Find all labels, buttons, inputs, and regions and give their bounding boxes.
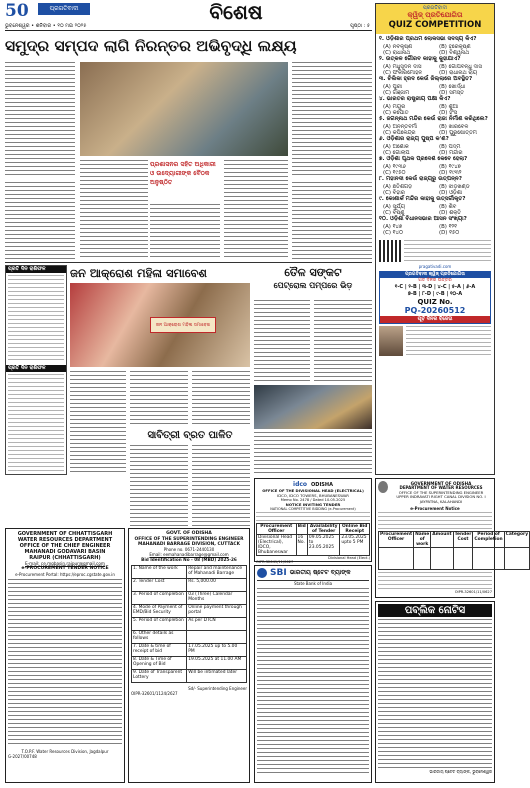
fuel-headline: ତୈଳ ସଙ୍କଟ [284, 266, 342, 279]
idco-title-1: OFFICE OF THE DIVISIONAL HEAD (ELECTRICAL) [262, 488, 364, 493]
quiz-option: (C) ୧୯୫୦ [383, 169, 406, 176]
quiz-question-text: ୯. କୋଣାର୍କ ମନ୍ଦିର କାହାକୁ ଉତ୍ସର୍ଗୀକୃତ? [379, 196, 466, 202]
kl-col-3: Tender Cost [453, 531, 473, 547]
table-row [132, 669, 247, 682]
quiz-question-text: ୬. ଓଡ଼ିଶାର ରାଜ୍ୟ ପୁଷ୍ପ କ'ଣ? [379, 136, 449, 142]
cg-notice: e-PROCUREMENT TENDER NOTICE [21, 566, 109, 571]
kl-col-5: Category [504, 531, 529, 547]
quiz-option: (A) ନବକୃଷ୍ଣ [383, 43, 413, 50]
quiz-option: (D) ବିଶ୍ୱନାଥ [439, 49, 470, 56]
kl-footer: OIPR-32601/11/0627 [454, 589, 492, 594]
ct-row-value: Repair and maintenance of Mahanadi Barrage [187, 565, 247, 578]
ct-row-value: 03 (Three) Calendar Months [187, 591, 247, 604]
ct-row-value: 19.05.2025 at 11.00 AM [187, 656, 247, 669]
cg-email: E-mail: ce.mgbasin.raipur@gmail.com [25, 561, 105, 566]
lead-body-col2b [150, 204, 220, 260]
ct-row-key: 8. Date & Time of Opening of Bid [132, 656, 187, 669]
ct-row-value [187, 630, 247, 643]
lead-pullquote [150, 160, 220, 200]
quiz-option: (D) ଓଡ଼ିଶା [439, 189, 463, 196]
chhattisgarh-notice [5, 528, 125, 783]
idco-col-2: Availability of Tender [307, 524, 339, 535]
table-row [132, 617, 247, 630]
kalahandi-notice [375, 478, 529, 598]
quiz-no: PQ-20260512 [404, 306, 466, 315]
quiz-option: (D) ୧୫୦ [439, 229, 460, 236]
page-label: ପୃଷ୍ଠା : ୫ [350, 23, 370, 29]
quiz-question [379, 76, 491, 96]
dateline: ଭୁବନେଶ୍ୱର • ଶନିବାର • ୧୦ ମଇ ୨୦୨୫ [5, 23, 87, 29]
quiz-option: (B) ଶିବ [439, 203, 457, 210]
classified-header-1: ପ୍ରତି ଦିନ ରାଶିଫଳ [6, 266, 66, 273]
quiz-option: (C) ଗଞ୍ଜାମ [383, 89, 410, 96]
lead-body-col2c [224, 160, 288, 260]
ct-title-2: OFFICE OF THE SUPERINTENDING ENGINEER [134, 536, 244, 542]
anniversary-logo [5, 1, 39, 21]
kl-title-3: OFFICE OF THE SUPERINTENDING ENGINEER [398, 489, 484, 495]
quiz-question-text: ୭. ଓଡ଼ିଶା ପୃଥକ ପ୍ରଦେଶ କେବେ ହେଲା? [379, 156, 468, 162]
cuttack-notice [128, 528, 250, 783]
ct-footer: OIPR-32601/1124/2627 [131, 690, 178, 696]
quiz-banner [376, 4, 494, 34]
public-notice-body [378, 619, 492, 769]
quiz-option: (C) ବିହାର [383, 189, 405, 196]
quiz-answers-1: ୧-C | ୨-B | ୩-D | ୪-C | ୫-A | ୬-A [394, 284, 476, 290]
kl-table [378, 531, 530, 570]
quiz-questions [376, 34, 494, 238]
sbi-logo-text: SBI [270, 568, 287, 578]
quiz-question [379, 36, 491, 56]
classified-column [5, 265, 67, 475]
quiz-option: (B) ପଦ୍ମ [439, 143, 461, 150]
idco-col-1: Bid [296, 524, 307, 535]
idco-subnotice: NATIONAL COMPETITIVE BIDDING (e-Procurement) [270, 507, 356, 512]
lead-bottom-rule [5, 262, 372, 263]
quiz-option: (C) ରାଧାନାଥ [383, 49, 411, 56]
fuel-header [254, 265, 372, 297]
quiz-option: (A) ଅନନ୍ତବର୍ମା [383, 123, 418, 130]
quiz-question-text: ୫. ଜଗନ୍ନାଥ ମନ୍ଦିର କେଉଁ ରାଜା ନିର୍ମାଣ କରିଥିଲେ? [379, 116, 488, 122]
ct-table [131, 565, 247, 683]
fuel-body-1 [254, 300, 310, 382]
ct-row-key: 1. Name of the work [132, 565, 187, 578]
idco-footer: OIPR-32641/11/0627 [256, 560, 294, 565]
quiz-option: (B) ୧୯୪୭ [439, 163, 461, 170]
quiz-banner-title: QUIZ COMPETITION [388, 20, 482, 30]
ct-email: Email: eemahanadibarrage@gmail.com [149, 552, 229, 558]
lead-body-col2a [80, 160, 148, 260]
fuel-body-2 [314, 300, 372, 382]
quiz-question [379, 176, 491, 196]
odisha-logo: ODISHA [311, 481, 333, 488]
idco-cell-0: Divisional Head (Electrical), IDCO, Bhubaneswar [257, 535, 297, 556]
idco-notice-title: NOTICE INVITING TENDER [285, 501, 341, 507]
idco-title-2: IDCO, IDCO TOWERS, BHUBANESWAR [277, 492, 349, 498]
quiz-question [379, 136, 491, 156]
quiz-instructions [404, 240, 491, 262]
quiz-option: (A) ପୁରୀ [383, 83, 402, 90]
quiz-option: (D) ରାଧାନାଥ ରାୟ [439, 69, 478, 76]
logo-number: 50 [5, 1, 29, 21]
sbi-notice [254, 565, 372, 783]
quiz-option: (B) ଖାରବେଳ [439, 123, 469, 130]
quiz-banner-sub: କ୍ୱିଜ୍ ପ୍ରତିଯୋଗିତା [407, 11, 463, 19]
quiz-option: (B) ଖୋର୍ଦ୍ଧା [439, 83, 466, 90]
ct-row-key: 3. Period of completion [132, 591, 187, 604]
rally-body-3 [192, 371, 250, 427]
idco-col-0: Procurement Officer [257, 524, 297, 535]
table-row [132, 643, 247, 656]
fuel-body-3 [254, 432, 372, 476]
ct-row-key: 7. Date & time of receipt of bid [132, 643, 187, 656]
section-title: ବିଶେଷ [209, 0, 263, 24]
quiz-option: (A) ମୟୂର [383, 103, 406, 110]
quiz-option: (D) ସମସ୍ତ [439, 89, 464, 96]
quiz-option: (C) ଫକୀରମୋହନ [383, 69, 422, 76]
quiz-question-text: ୧. ଓଡ଼ିଶାର ପ୍ରଥମ ଲୋକସଭା ସଦସ୍ୟ କିଏ? [379, 36, 477, 42]
table-row [132, 591, 247, 604]
fuel-subhead: ପେଟ୍ରୋଲ ପମ୍ପରେ ଭିଡ଼ [273, 281, 353, 290]
table-row [132, 565, 247, 578]
winner-photo [379, 326, 403, 356]
quiz-option: (D) ୧୯୩୨ [439, 169, 462, 176]
idco-col-3: Online Bid Receipt [340, 524, 370, 535]
ct-title-1: GOVT. OF ODISHA [166, 531, 212, 536]
quiz-option: (B) ୧୨୧ [439, 223, 457, 230]
savitri-body-2 [192, 445, 250, 527]
quiz-option: (B) ଝାଡ଼ଖଣ୍ଡ [439, 183, 470, 190]
winner-details [406, 326, 491, 356]
quiz-option: (A) ୧୯୩୬ [383, 163, 406, 170]
cg-title-3: OFFICE OF THE CHIEF ENGINEER [19, 543, 111, 549]
table-row [132, 604, 247, 617]
quiz-option: (D) ଶକ୍ତି [439, 209, 461, 216]
idco-cell-3: 23.05.2025 upto 5 PM [340, 535, 370, 556]
quiz-question-text: ୧୦. ଓଡ଼ିଶା ବିଧାନସଭାର ଆସନ ସଂଖ୍ୟା? [379, 216, 467, 222]
quiz-answer-header: ପ୍ରଗତିବାଦୀ କ୍ୱିଜ୍ ପ୍ରତିଯୋଗିତା [380, 272, 490, 278]
idco-cell-2: 09.05.2025 to 23.05.2025 [307, 535, 339, 556]
kl-body [378, 512, 492, 530]
public-notice-title: ପବ୍ଲିକ ନୋଟିସ [378, 604, 492, 617]
rally-photo [70, 283, 250, 367]
idco-table [256, 523, 370, 556]
cg-title-1: GOVERNMENT OF CHHATTISGARH [17, 531, 113, 537]
quiz-option: (A) ଛତିଶଗଡ଼ [383, 183, 413, 190]
idco-body [256, 512, 370, 522]
lead-body-col4 [292, 182, 372, 260]
ct-row-key: 2. Tender Cost [132, 578, 187, 591]
ct-title-3: MAHANADI BARRAGE DIVISION, CUTTACK [137, 542, 241, 547]
public-notice [375, 601, 495, 783]
quiz-result-tag: ପୂର୍ବ ଦିନର ବିଜେତା [380, 316, 490, 323]
kl-bid-label: e-Procurement Notice [410, 505, 460, 511]
cg-title-5: RAIPUR (CHHATTISGARH) [29, 555, 101, 561]
cg-portal: e-Procurement Portal: https://eproc.cgstate.gov.in [15, 572, 115, 577]
paper-name-badge [38, 3, 90, 15]
quiz-option: (C) କପୋତ [383, 109, 409, 116]
table-row [132, 630, 247, 643]
quiz-option: (B) ଗୋପବନ୍ଧୁ ଦାସ [439, 63, 482, 70]
quiz-option: (C) କପିଳେନ୍ଦ୍ର [383, 129, 416, 136]
quiz-question [379, 196, 491, 216]
ct-row-value: Online payment through portal [187, 604, 247, 617]
kl-title-1: GOVERNMENT OF ODISHA [410, 481, 472, 486]
quiz-option: (D) ମନ୍ଦାର [439, 149, 463, 156]
quiz-answers-2: ୭-B | ୮-D | ୯-B | ୧୦-A [407, 291, 463, 297]
cg-title-2: WATER RESOURCES DEPARTMENT [17, 537, 113, 543]
quiz-question-text: ୪. ଭାରତର ରାଷ୍ଟ୍ରୀୟ ପକ୍ଷୀ କିଏ? [379, 96, 451, 102]
kl-col-1: Name of work [415, 531, 430, 547]
kl-col-2: Amount [431, 531, 453, 547]
quiz-option: (C) ଗୋଲାପ [383, 149, 410, 156]
rally-body-1 [70, 371, 126, 475]
kl-col-4: Period of Completion [473, 531, 504, 547]
quiz-qr-row [376, 238, 494, 264]
quiz-question [379, 216, 491, 236]
sbi-logo-icon [257, 568, 267, 578]
quiz-option: (B) ହରେକୃଷ୍ଣ [439, 43, 471, 50]
ct-row-key: 6. Other details as follows [132, 630, 187, 643]
lead-body-col1 [5, 62, 75, 178]
rally-banner-text: ଜନ ଆକ୍ରୋଶ ମହିଳା ସମାବେଶ [155, 323, 211, 328]
qr-code-icon [379, 240, 401, 262]
quiz-question [379, 96, 491, 116]
savitri-body-1 [130, 445, 188, 527]
kl-body-2 [378, 572, 492, 590]
classified-block-1 [8, 275, 64, 363]
ct-row-value: Rs. 5,000.00 [187, 578, 247, 591]
quiz-answer-box [379, 271, 491, 324]
ct-notice: Bid Identification No - 08 (MBD) 2025-26 [141, 557, 237, 563]
quiz-no-label: QUIZ No. [417, 298, 453, 306]
quiz-option: (C) ୧୪୦ [383, 229, 403, 236]
idco-notice [254, 478, 372, 565]
quiz-option: (A) ଅଶୋକ [383, 143, 409, 150]
classified-block-2 [8, 374, 64, 472]
classified-header-2: ପ୍ରତି ଦିନ ରାଶିଫଳ [6, 365, 66, 372]
kl-title-4: UPPER INDRAVATI RIGHT CANAL DIVISION NO. I [396, 494, 486, 500]
quiz-question-text: ୮. ମହାନଦୀ କେଉଁ ରାଜ୍ୟରୁ ଉତ୍ପନ୍ନ? [379, 176, 463, 182]
fuel-photo [254, 385, 372, 429]
quiz-option: (A) ସୂର୍ଯ୍ୟ [383, 203, 405, 210]
savitri-headline: ସାବିତ୍ରୀ ବ୍ରତ ପାଳିତ [147, 430, 233, 441]
pullquote-text: ପ୍ରଶାସନର ସହିତ ଅଧିକାରୀ ଓ ଉଦ୍ୟୋଗୀଙ୍କ ବୈଠକ ଅନୁଷ୍ଠିତ [150, 161, 216, 186]
lead-photo-meeting [80, 62, 288, 156]
quiz-option: (A) ମଧୁସୂଦନ ଦାସ [383, 63, 422, 70]
kl-title-2: DEPARTMENT OF WATER RESOURCES [399, 485, 483, 490]
quiz-option: (A) ୧୪୭ [383, 223, 403, 230]
ct-signature: Sd/- Superintending Engineer [188, 685, 247, 691]
ct-row-value: As per DTCN [187, 617, 247, 630]
quiz-question-text: ୩. ଚିଲିକା ହ୍ରଦ କେଉଁ ଜିଲ୍ଲାରେ ଅବସ୍ଥିତ? [379, 76, 473, 82]
ct-row-key: 4. Mode of Payment of EMD/Bid Security [132, 604, 187, 617]
odisha-emblem [378, 481, 388, 493]
rally-body-2 [130, 371, 188, 427]
cg-title-4: MAHANADI GODAVARI BASIN [24, 549, 106, 555]
cg-body [8, 579, 122, 747]
lead-headline: ସମୁଦ୍ର ସମ୍ପଦ ଲାଗି ନିରନ୍ତର ଅଭିବୃଦ୍ଧି ଲକ୍ଷ୍ୟ [5, 37, 297, 55]
idco-signature: Divisional Head (Elect.) [328, 556, 370, 561]
quiz-question-text: ୨. ଉତ୍କଳ ଗୌରବ କାହାକୁ କୁହାଯାଏ? [379, 56, 461, 62]
quiz-qr-caption: pragativadi.com [418, 264, 452, 269]
rally-banner [150, 317, 216, 333]
idco-logo: idco [293, 481, 308, 488]
lead-body-col3 [292, 62, 372, 178]
cg-ref: G-2027/00748 [8, 754, 37, 759]
quiz-option: (D) ହଂସ [439, 109, 458, 116]
ct-row-value: 17.05.2025 up to 5.00 PM [187, 643, 247, 656]
public-notice-footer: ଭାରତୀୟ ଷ୍ଟେଟ ବ୍ୟାଙ୍କ, ଭୁବନେଶ୍ୱର [429, 769, 492, 774]
quiz-question [379, 156, 491, 176]
sbi-body [257, 588, 369, 776]
table-row [132, 656, 247, 669]
lead-body-col1b [5, 182, 75, 260]
ct-row-value: Will be intimated later [187, 669, 247, 682]
table-row [132, 578, 247, 591]
idco-ref: Memo No. 2478 / Dated 10.05.2025 [280, 498, 346, 503]
masthead-rule [5, 30, 372, 31]
kl-title-5: JAYPATNA, KALAHANDI [419, 498, 463, 504]
quiz-option: (D) ପୁରୁଷୋତ୍ତମ [439, 129, 477, 136]
paper-name: ପ୍ରଗତିବାଦୀ [49, 5, 79, 12]
sbi-subtitle: State Bank of India [293, 581, 333, 586]
quiz-option: (C) ବିଷ୍ଣୁ [383, 209, 405, 216]
ct-phone: Phone no. 0671-2440130 [163, 547, 215, 553]
cg-footer: T.O.P.F. Water Resources Division, Jagdalpur [21, 749, 109, 754]
quiz-panel [375, 3, 495, 475]
idco-cell-1: 16 No. [296, 535, 307, 556]
quiz-question [379, 116, 491, 136]
sbi-title: ଭାରତୀୟ ଷ୍ଟେଟ ବ୍ୟାଙ୍କ [289, 569, 351, 576]
quiz-question [379, 56, 491, 76]
ct-row-key: 9. Date of Transparent Lottery [132, 669, 187, 682]
quiz-option: (B) ଶୁଆ [439, 103, 458, 110]
ct-row-key: 5. Period of completion [132, 617, 187, 630]
kl-col-0: Procurement Officer [379, 531, 414, 547]
rally-headline: ଜନ ଆକ୍ରୋଶ ମହିଳା ସମାବେଶ [70, 266, 207, 280]
quiz-banner-top: ପ୍ରଗତିବାଦୀ [422, 5, 447, 11]
quiz-answer-sub: ଗତ ଦିନର ଉତ୍ତର [418, 278, 452, 283]
